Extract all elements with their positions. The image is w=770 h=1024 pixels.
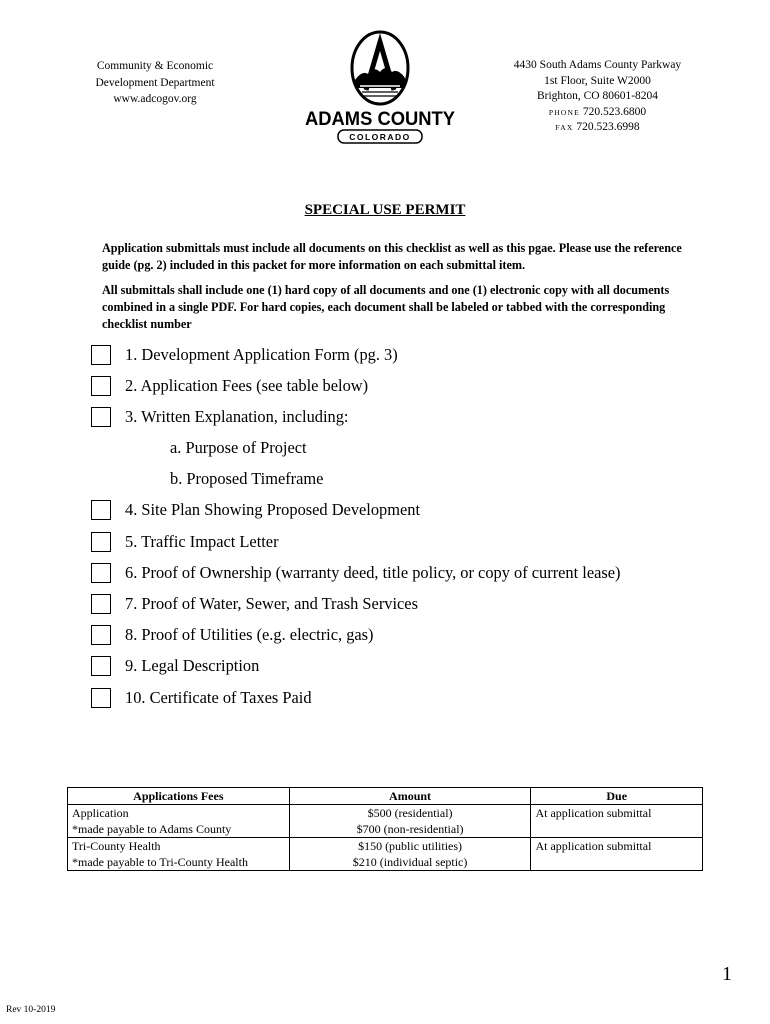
- checkbox-item-1[interactable]: [91, 345, 111, 365]
- department-line-2: Development Department: [95, 76, 215, 89]
- amount-line-2: $210 (individual septic): [352, 855, 468, 869]
- checkbox-item-5[interactable]: [91, 532, 111, 552]
- checkbox-item-10[interactable]: [91, 688, 111, 708]
- amount-line-1: $500 (residential): [367, 806, 453, 820]
- amount-line-1: $150 (public utilities): [358, 839, 463, 853]
- checklist-item-2: 2. Application Fees (see table below): [125, 376, 369, 395]
- checklist-subitem-b: b. Proposed Timeframe: [170, 469, 324, 488]
- checkbox-item-3[interactable]: [91, 407, 111, 427]
- checklist-item-7: 7. Proof of Water, Sewer, and Trash Services: [125, 594, 418, 613]
- adams-county-logo: [300, 28, 460, 146]
- department-block: [60, 58, 250, 108]
- phone-line: [500, 105, 695, 121]
- table-row: [68, 838, 703, 871]
- intro-paragraph-1: Application submittals must include all documents on this checklist as well as this pgae. Please use the reference guide (pg. 2) included in this packet for more information on each submittal item.: [102, 241, 682, 272]
- checklist-item-10: 10. Certificate of Taxes Paid: [125, 688, 312, 707]
- checkbox-item-9[interactable]: [91, 656, 111, 676]
- page-number: 1: [722, 963, 732, 985]
- address-line-2: 1st Floor, Suite W2000: [544, 74, 651, 87]
- table-row: [68, 805, 703, 838]
- column-header-amount: Amount: [289, 788, 531, 805]
- due-cell: At application submittal: [531, 805, 703, 838]
- fee-cell: [68, 805, 290, 838]
- checkbox-item-2[interactable]: [91, 376, 111, 396]
- logo-emblem-icon: [300, 28, 460, 146]
- checkbox-item-6[interactable]: [91, 563, 111, 583]
- page-title: SPECIAL USE PERMIT: [304, 202, 466, 218]
- logo-state-name: COLORADO: [349, 132, 411, 142]
- due-cell: At application submittal: [531, 838, 703, 871]
- fax-line: [500, 120, 695, 136]
- checklist-item-1: 1. Development Application Form (pg. 3): [125, 345, 398, 364]
- amount-cell: [289, 838, 531, 871]
- checklist-item-8: 8. Proof of Utilities (e.g. electric, gas): [125, 625, 374, 644]
- checklist-item-6: 6. Proof of Ownership (warranty deed, title policy, or copy of current lease): [125, 563, 621, 582]
- phone-number: 720.523.6800: [582, 105, 647, 118]
- department-line-1: Community & Economic: [96, 60, 214, 72]
- address-block: [500, 58, 695, 136]
- logo-county-name: ADAMS COUNTY: [305, 109, 456, 130]
- fee-payee: *made payable to Adams County: [72, 822, 232, 836]
- fee-cell: [68, 838, 290, 871]
- checklist-item-5: 5. Traffic Impact Letter: [125, 532, 279, 551]
- checklist-item-4: 4. Site Plan Showing Proposed Development: [125, 500, 421, 519]
- fax-label: FAX: [555, 123, 574, 132]
- checklist-item-9: 9. Legal Description: [125, 656, 260, 675]
- intro-paragraph-2: All submittals shall include one (1) hard copy of all documents and one (1) electronic copy with all documents combined in a single PDF. For hard copies, each document shall be labeled or tabbed with the corresponding checklist number: [102, 283, 670, 331]
- amount-cell: [289, 805, 531, 838]
- fee-name: Tri-County Health: [72, 839, 161, 853]
- checklist-subitem-a: a. Purpose of Project: [170, 438, 307, 457]
- column-header-due: Due: [531, 788, 703, 805]
- table-header-row: [68, 788, 703, 805]
- amount-line-2: $700 (non-residential): [356, 822, 464, 836]
- column-header-fees: Applications Fees: [68, 788, 290, 805]
- address-line-3: Brighton, CO 80601-8204: [536, 90, 659, 102]
- website-link[interactable]: www.adcogov.org: [113, 93, 197, 105]
- fee-name: Application: [72, 806, 129, 820]
- phone-label: PHONE: [548, 107, 580, 117]
- address-line-1: 4430 South Adams County Parkway: [513, 59, 682, 71]
- fax-number: 720.523.6998: [576, 121, 640, 133]
- revision-label: Rev 10-2019: [6, 1005, 56, 1015]
- fees-table: [67, 787, 703, 871]
- fee-payee: *made payable to Tri-County Health: [72, 855, 248, 869]
- checkbox-item-7[interactable]: [91, 594, 111, 614]
- checklist-item-3: 3. Written Explanation, including:: [125, 407, 349, 426]
- checkbox-item-4[interactable]: [91, 500, 111, 520]
- checkbox-item-8[interactable]: [91, 625, 111, 645]
